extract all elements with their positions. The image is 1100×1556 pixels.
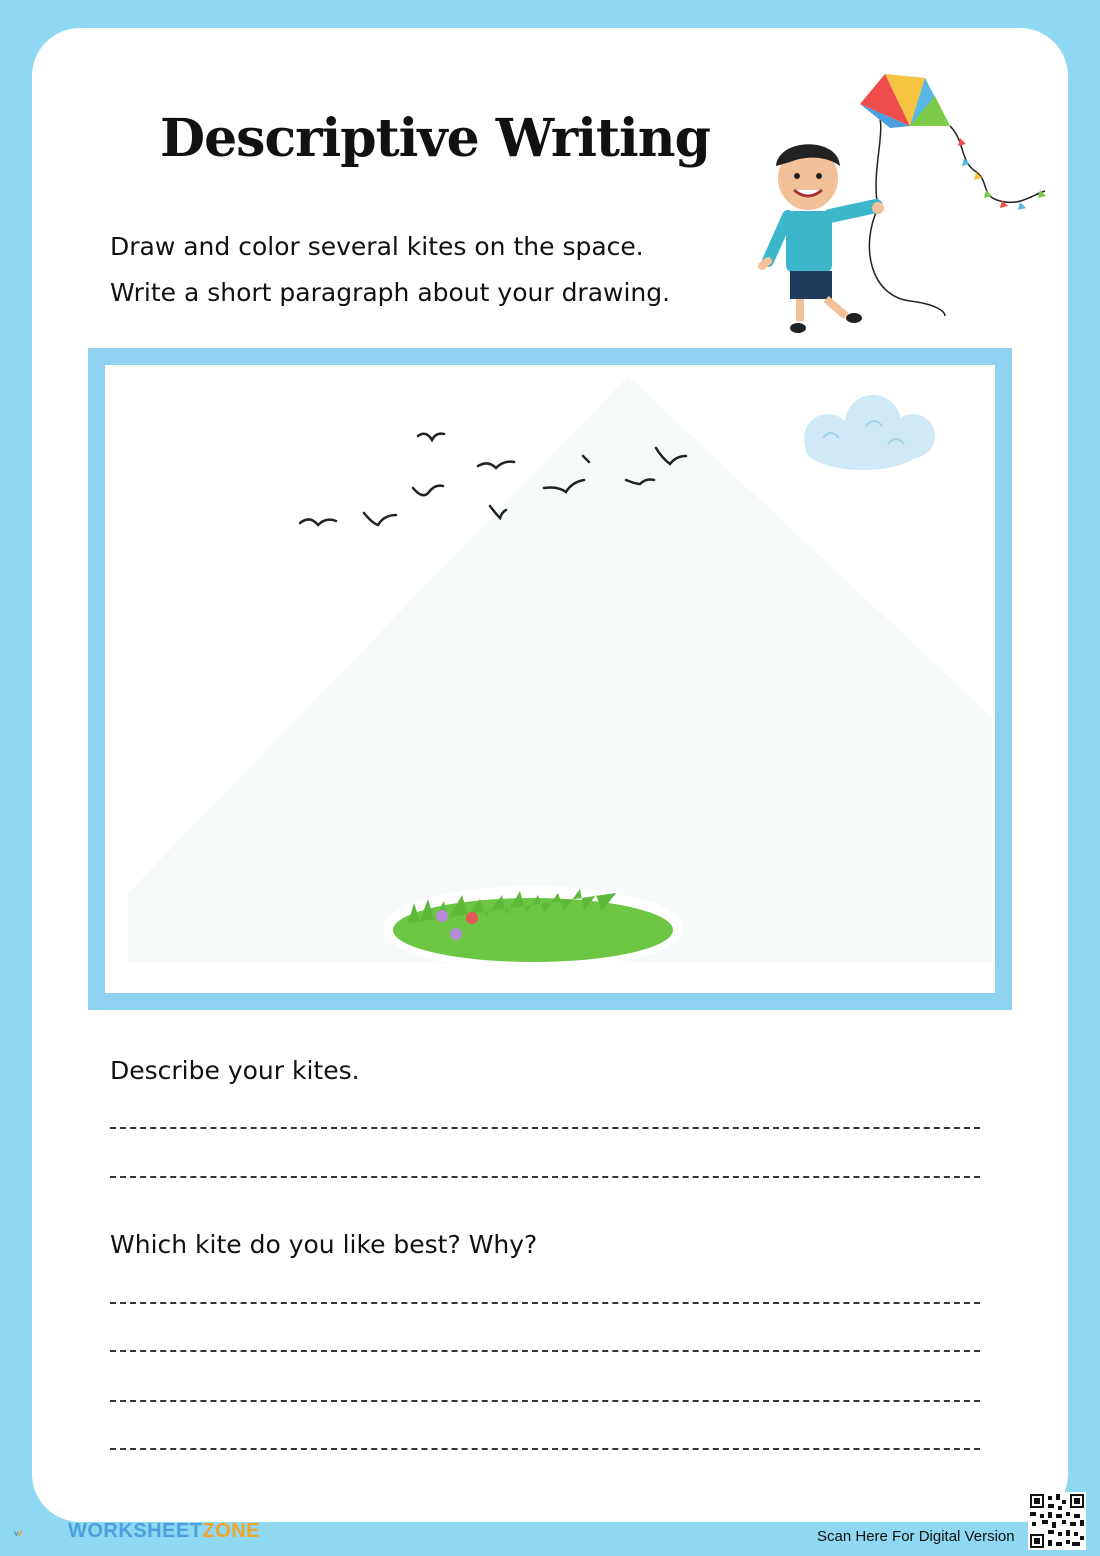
answer-line[interactable] — [110, 1302, 980, 1304]
grass-patch-illustration — [383, 886, 683, 970]
instruction-line-2: Write a short paragraph about your drawing. — [110, 278, 671, 307]
answer-line[interactable] — [110, 1127, 980, 1129]
qr-code[interactable] — [1028, 1492, 1086, 1550]
brand-part-1: WORKSHEET — [68, 1520, 203, 1542]
scan-text: Scan Here For Digital Version — [817, 1528, 1015, 1545]
instruction-line-1: Draw and color several kites on the space. — [110, 232, 644, 261]
answer-line[interactable] — [110, 1400, 980, 1402]
answer-line[interactable] — [110, 1448, 980, 1450]
question-1: Describe your kites. — [110, 1056, 360, 1085]
answer-line[interactable] — [110, 1350, 980, 1352]
brand-name — [68, 1520, 260, 1543]
answer-line[interactable] — [110, 1176, 980, 1178]
boy-flying-kite-illustration — [750, 66, 1060, 346]
page-title: Descriptive Writing — [160, 108, 710, 169]
worksheetzone-logo-icon — [14, 1516, 64, 1550]
question-2: Which kite do you like best? Why? — [110, 1230, 538, 1259]
drawing-area[interactable] — [88, 348, 1012, 1010]
brand-part-2: ZONE — [202, 1520, 261, 1542]
